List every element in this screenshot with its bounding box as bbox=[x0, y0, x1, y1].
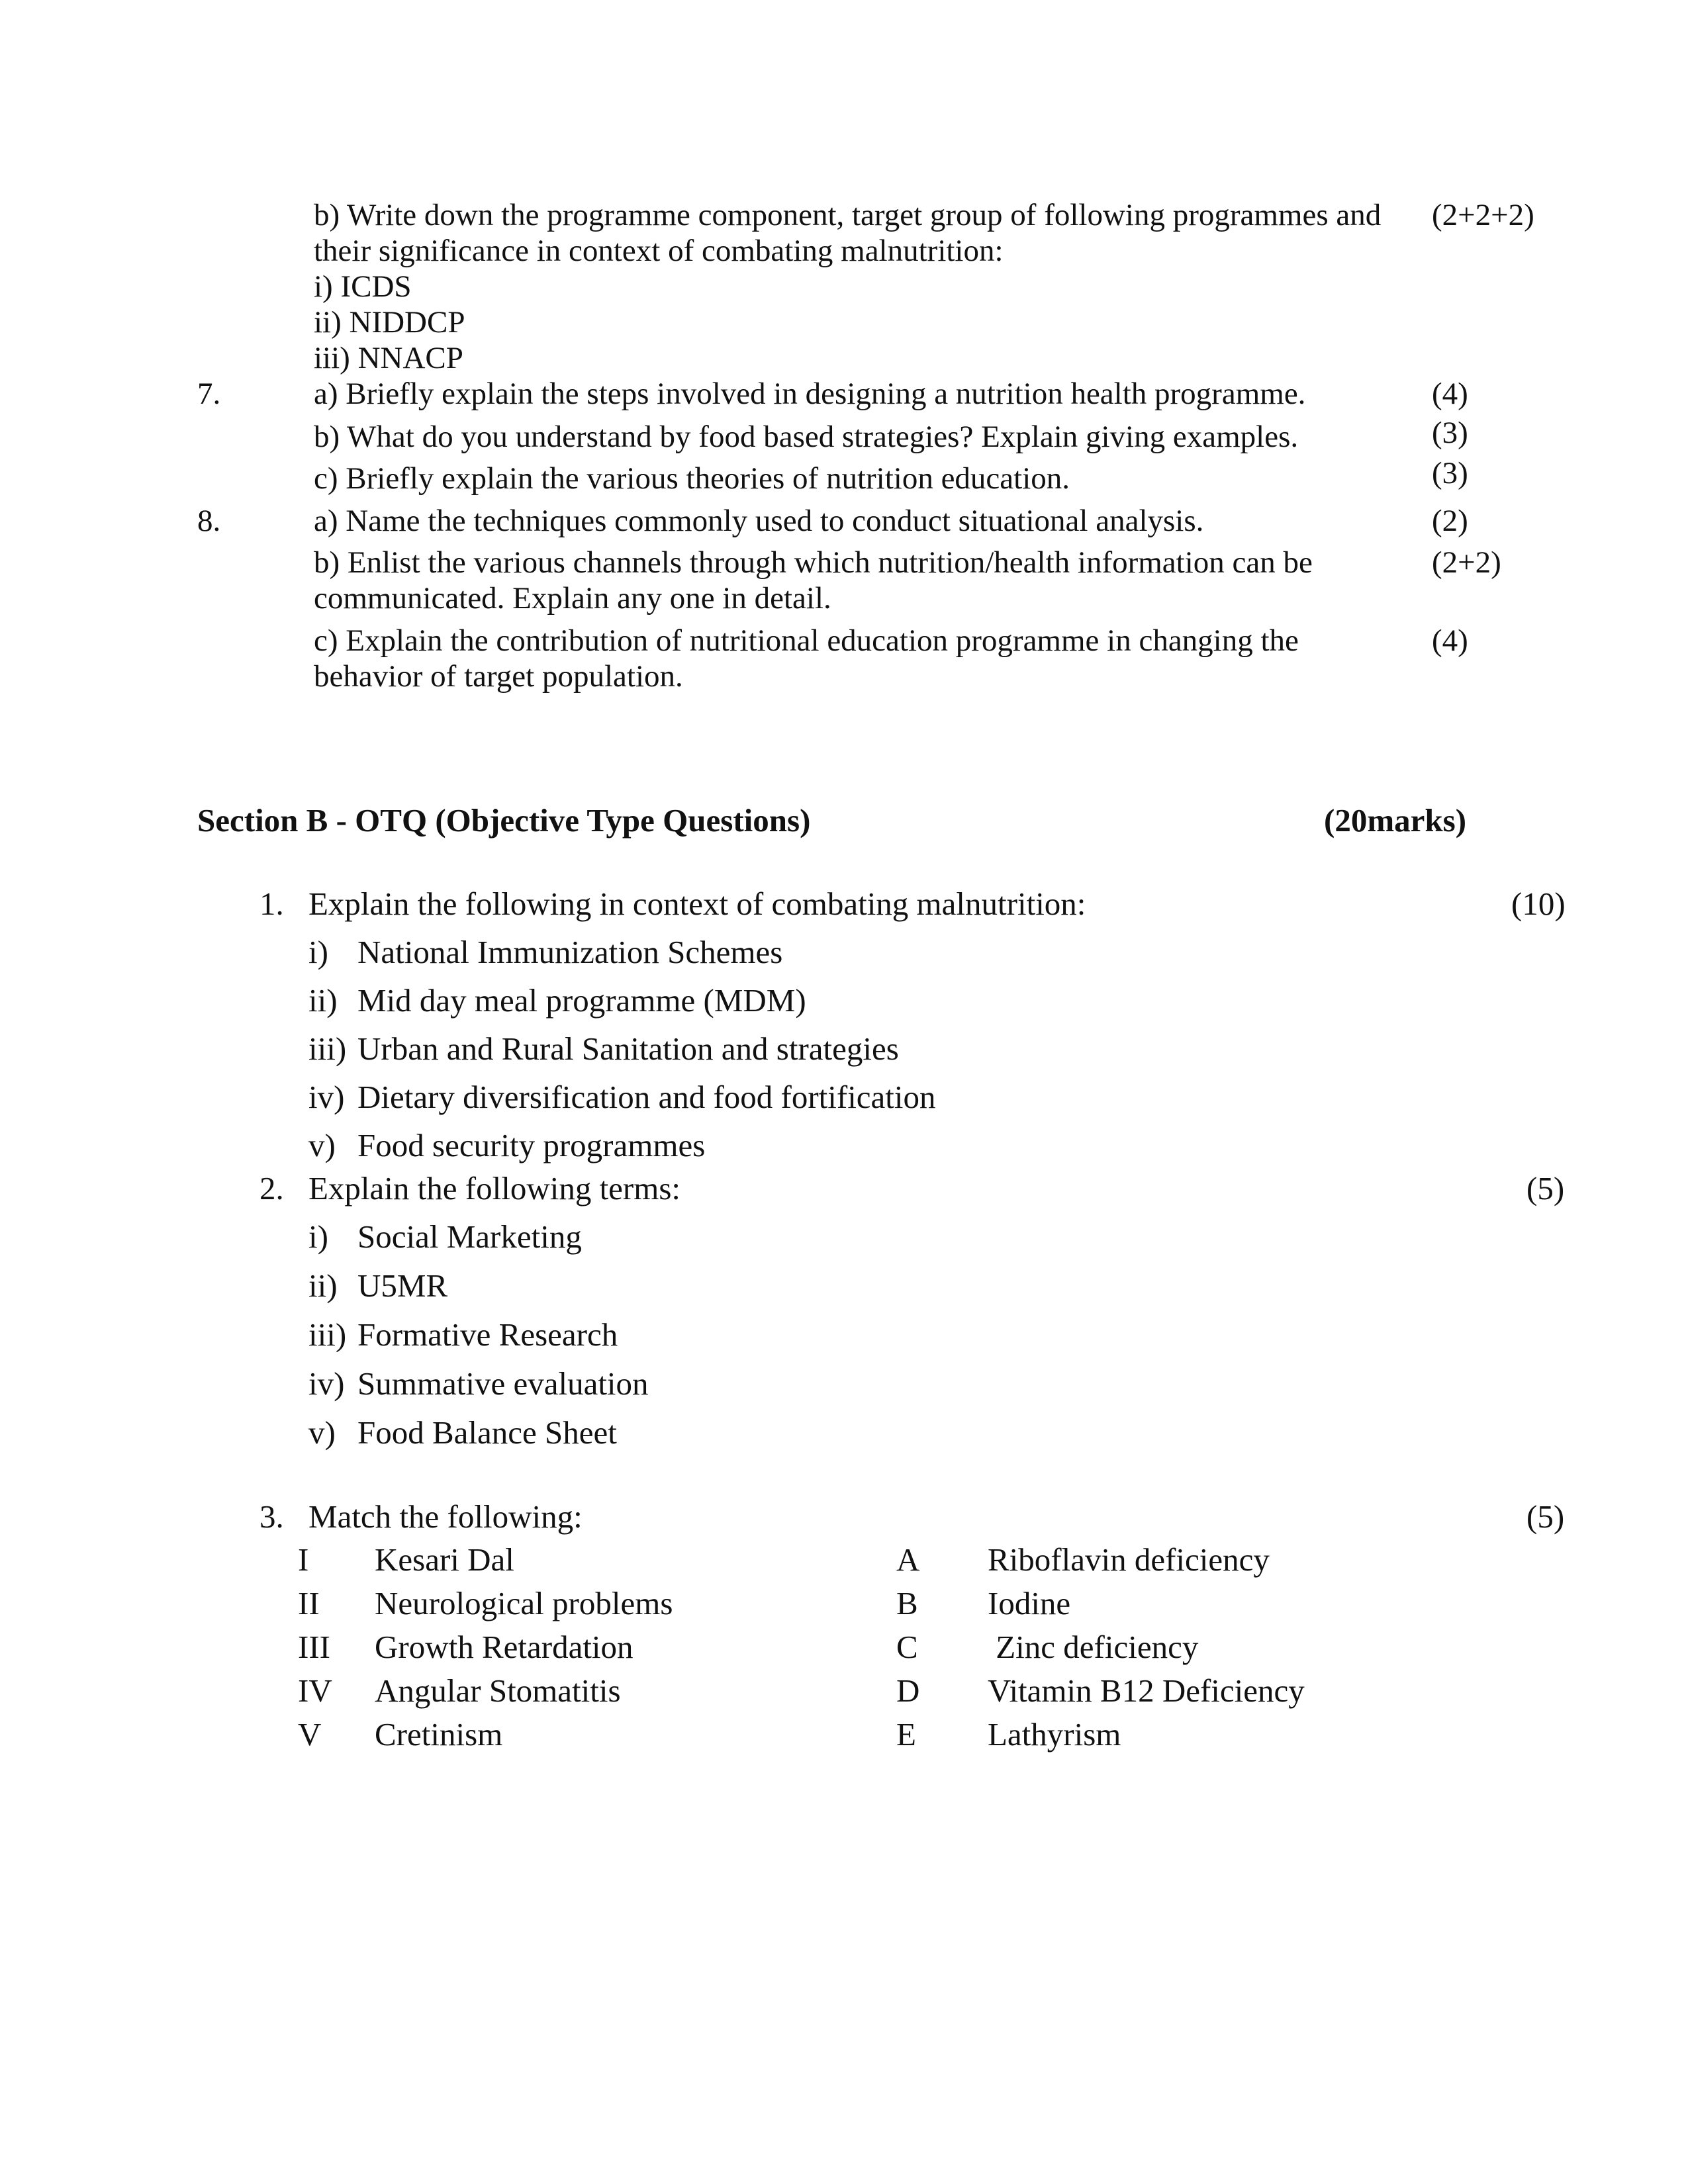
otq2-item-text: U5MR bbox=[357, 1267, 448, 1304]
otq1-item-text: Food security programmes bbox=[357, 1127, 706, 1163]
q8a-text: a) Name the techniques commonly used to conduct situational analysis. bbox=[314, 504, 1204, 538]
otq2-marks: (5) bbox=[1526, 1170, 1565, 1206]
q6b-line-5: iii) NNACP bbox=[314, 341, 463, 375]
q6b-line-2: their significance in context of combating malnutrition: bbox=[314, 234, 1004, 268]
q7-number: 7. bbox=[197, 377, 221, 411]
q8c-line-2: behavior of target population. bbox=[314, 659, 683, 694]
match-left-num: II bbox=[298, 1585, 320, 1621]
otq2-item-num: i) bbox=[308, 1218, 328, 1255]
otq3-number: 3. bbox=[259, 1498, 284, 1535]
otq2-item-text: Summative evaluation bbox=[357, 1365, 649, 1402]
otq2-text: Explain the following terms: bbox=[308, 1170, 681, 1206]
match-left-num: III bbox=[298, 1629, 330, 1665]
q8b-marks: (2+2) bbox=[1432, 545, 1501, 580]
q6b-marks: (2+2+2) bbox=[1432, 198, 1534, 232]
q6b-line-4: ii) NIDDCP bbox=[314, 305, 465, 340]
match-right-letter: C bbox=[896, 1629, 918, 1665]
q7b-marks: (3) bbox=[1432, 416, 1468, 450]
q6b-line-1: b) Write down the programme component, target group of following programmes and bbox=[314, 198, 1382, 232]
otq1-item-text: Dietary diversification and food fortification bbox=[357, 1079, 936, 1115]
otq1-item-num: ii) bbox=[308, 982, 338, 1019]
match-left-text: Neurological problems bbox=[375, 1585, 673, 1621]
q8b-line-2: communicated. Explain any one in detail. bbox=[314, 581, 831, 615]
otq1-item-num: v) bbox=[308, 1127, 336, 1163]
match-right-text: Iodine bbox=[988, 1585, 1071, 1621]
otq2-item-text: Food Balance Sheet bbox=[357, 1414, 617, 1451]
match-left-text: Growth Retardation bbox=[375, 1629, 633, 1665]
match-left-text: Cretinism bbox=[375, 1716, 503, 1752]
q8a-marks: (2) bbox=[1432, 504, 1468, 538]
otq2-number: 2. bbox=[259, 1170, 284, 1206]
otq2-item-num: iii) bbox=[308, 1316, 347, 1353]
otq1-item-text: Mid day meal programme (MDM) bbox=[357, 982, 806, 1019]
match-right-letter: D bbox=[896, 1672, 920, 1709]
match-left-num: I bbox=[298, 1541, 309, 1578]
q7a-text: a) Briefly explain the steps involved in designing a nutrition health programme. bbox=[314, 377, 1306, 411]
q8b-line-1: b) Enlist the various channels through which nutrition/health information can be bbox=[314, 545, 1313, 580]
otq3-text: Match the following: bbox=[308, 1498, 583, 1535]
otq2-item-num: iv) bbox=[308, 1365, 345, 1402]
match-right-text: Riboflavin deficiency bbox=[988, 1541, 1270, 1578]
otq1-item-text: National Immunization Schemes bbox=[357, 934, 783, 970]
otq2-item-text: Formative Research bbox=[357, 1316, 618, 1353]
otq1-number: 1. bbox=[259, 886, 284, 922]
match-right-letter: E bbox=[896, 1716, 916, 1752]
q8c-line-1: c) Explain the contribution of nutritional education programme in changing the bbox=[314, 623, 1299, 658]
section-b-heading: Section B - OTQ (Objective Type Questions) bbox=[197, 802, 811, 839]
match-right-text: Lathyrism bbox=[988, 1716, 1121, 1752]
otq1-item-num: iii) bbox=[308, 1030, 347, 1067]
q7a-marks: (4) bbox=[1432, 377, 1468, 411]
otq1-item-num: iv) bbox=[308, 1079, 345, 1115]
match-left-text: Kesari Dal bbox=[375, 1541, 514, 1578]
otq3-marks: (5) bbox=[1526, 1498, 1565, 1535]
otq2-item-num: ii) bbox=[308, 1267, 338, 1304]
q8c-marks: (4) bbox=[1432, 623, 1468, 658]
otq2-item-num: v) bbox=[308, 1414, 336, 1451]
q7c-text: c) Briefly explain the various theories of nutrition education. bbox=[314, 461, 1070, 496]
match-left-num: IV bbox=[298, 1672, 332, 1709]
otq1-item-text: Urban and Rural Sanitation and strategies bbox=[357, 1030, 899, 1067]
otq2-item-text: Social Marketing bbox=[357, 1218, 582, 1255]
section-b-marks: (20marks) bbox=[1324, 802, 1467, 839]
q6b-line-3: i) ICDS bbox=[314, 269, 412, 304]
match-right-letter: A bbox=[896, 1541, 920, 1578]
otq1-marks: (10) bbox=[1511, 886, 1566, 922]
match-right-text: Vitamin B12 Deficiency bbox=[988, 1672, 1305, 1709]
match-right-letter: B bbox=[896, 1585, 918, 1621]
q8-number: 8. bbox=[197, 504, 221, 538]
match-right-text: Zinc deficiency bbox=[988, 1629, 1199, 1665]
otq1-item-num: i) bbox=[308, 934, 328, 970]
q7c-marks: (3) bbox=[1432, 456, 1468, 490]
otq1-text: Explain the following in context of combating malnutrition: bbox=[308, 886, 1086, 922]
match-left-num: V bbox=[298, 1716, 322, 1752]
match-left-text: Angular Stomatitis bbox=[375, 1672, 621, 1709]
q7b-text: b) What do you understand by food based strategies? Explain giving examples. bbox=[314, 420, 1299, 454]
